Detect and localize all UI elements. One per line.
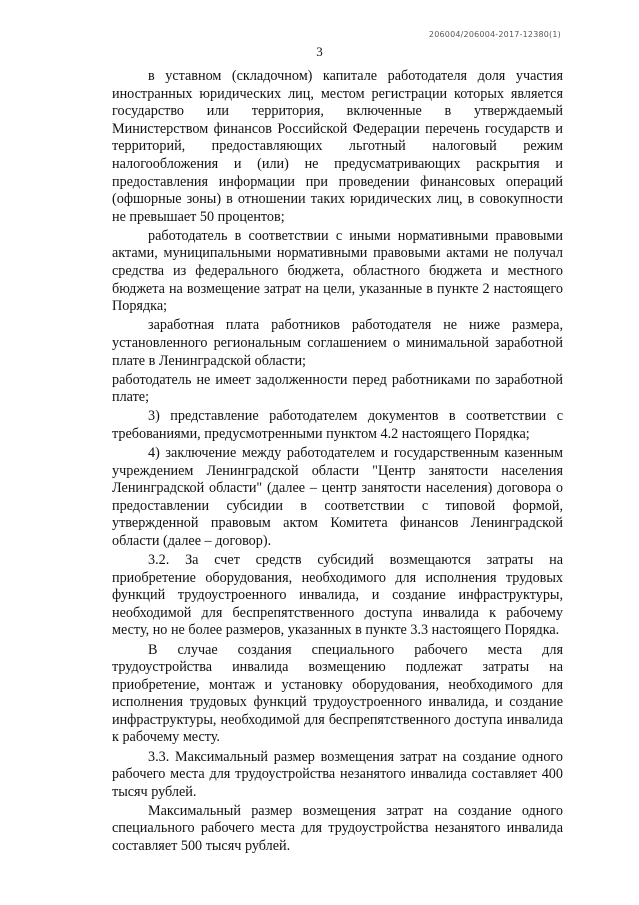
document-number: 206004/206004-2017-12380(1) <box>428 30 561 39</box>
document-body <box>112 68 563 857</box>
paragraph-documents: 3) представление работодателем документов в соответствии с требованиями, предусмотренными пунктом 4.2 настоящего Порядка; <box>112 408 563 442</box>
paragraph-minimum-wage: заработная плата работников работодателя не ниже размера, установленного региональным соглашением о минимальной заработной плате в Ленинградской области; <box>112 317 563 369</box>
page-number: 3 <box>316 44 323 59</box>
paragraph-no-other-funding: работодатель в соответствии с иными нормативными правовыми актами, муниципальными нормативными правовыми актами не получал средства из федерального бюджета, областного бюджета и местного бюджета на возмещение затрат на цели, указанные в пункте 2 настоящего Порядка; <box>112 227 563 315</box>
paragraph-no-wage-arrears: работодатель не имеет задолженности перед работниками по заработной плате; <box>112 371 563 406</box>
paragraph-special-workplace: В случае создания специального рабочего места для трудоустройства инвалида возмещению подлежат затраты на приобретение, монтаж и установку оборудования, необходимого для исполнения трудовых функций трудоустроенного инвалида, и создание инфраструктуры, необходимой для беспрепятственного доступа инвалида к рабочему месту. <box>112 641 563 746</box>
paragraph-3-3: 3.3. Максимальный размер возмещения затрат на создание одного рабочего места для трудоустройства незанятого инвалида составляет 400 тысяч рублей. <box>112 748 563 800</box>
paragraph-offshore-share: в уставном (складочном) капитале работодателя доля участия иностранных юридических лиц, местом регистрации которых является государство или территория, включенные в утверждаемый Министерством финансов Российской Федерации перечень государств и территорий, предоставляющих льготный налоговый режим налогообложения и (или) не предусматривающих раскрытия и предоставления информации при проведении финансовых операций (офшорные зоны) в отношении таких юридических лиц, в совокупности не превышает 50 процентов; <box>112 68 563 225</box>
paragraph-max-special: Максимальный размер возмещения затрат на создание одного специального рабочего места для трудоустройства незанятого инвалида составляет 500 тысяч рублей. <box>112 802 563 855</box>
paragraph-agreement: 4) заключение между работодателем и государственным казенным учреждением Ленинградской области "Центр занятости населения Ленинградской области" (далее – центр занятости населения) договора о предоставлении субсидии в соответствии с типовой формой, утвержденной правовым актом Комитета финансов Ленинградской области (далее – договор). <box>112 444 563 549</box>
paragraph-3-2: 3.2. За счет средств субсидий возмещаются затраты на приобретение оборудования, необходимого для исполнения трудовых функций трудоустроенного инвалида, и создание инфраструктуры, необходимой для беспрепятственного доступа инвалида к рабочему месту, но не более размеров, указанных в пункте 3.3 настоящего Порядка. <box>112 552 563 639</box>
